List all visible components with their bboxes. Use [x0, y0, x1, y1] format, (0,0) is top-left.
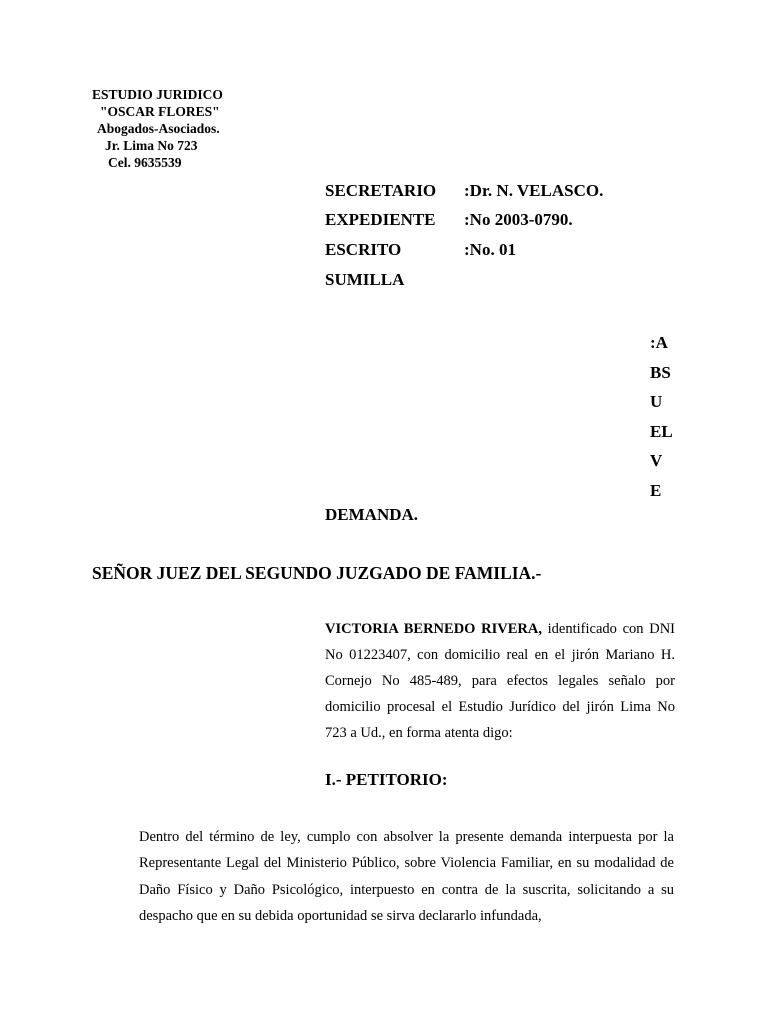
- firm-phone: Cel. 9635539: [108, 155, 182, 170]
- petitorio-paragraph: Dentro del término de ley, cumplo con absolver la presente demanda interpuesta por la Representante Legal del Ministerio Público, sobre Violencia Familiar, en su modalidad de Daño Físico y Daño Psicológico, interpuesto en contra de la suscrita, solicitando a su despacho que en su debida oportunidad se sirva declararlo infundada,: [139, 829, 674, 924]
- sumilla-fragment: V: [650, 451, 663, 471]
- sumilla-fragment: :A: [650, 333, 668, 352]
- meta-row-secretario: [325, 181, 725, 203]
- sumilla-fragment: BS: [650, 362, 671, 382]
- expediente-label: EXPEDIENTE: [325, 210, 436, 229]
- meta-row-escrito: [325, 240, 725, 262]
- intro-paragraph: [325, 616, 675, 746]
- intro-text: identificado con DNI No 01223407, con domicilio real en el jirón Mariano H. Cornejo No 485-489, para efectos legales señalo por domicilio procesal el Estudio Jurídico del jirón Lima No 723 a Ud., en forma atenta digo:: [325, 621, 675, 741]
- firm-address: Jr. Lima No 723: [105, 138, 198, 153]
- sumilla-end: DEMANDA.: [325, 505, 419, 524]
- sumilla-fragment: E: [650, 480, 662, 500]
- firm-brand: "OSCAR FLORES": [100, 104, 220, 119]
- addressee-heading: SEÑOR JUEZ DEL SEGUNDO JUZGADO DE FAMILIA.-: [92, 563, 542, 583]
- secretario-value: :Dr. N. VELASCO.: [464, 181, 604, 200]
- law-firm-header: [92, 86, 223, 171]
- sumilla-fragment: EL: [650, 421, 673, 441]
- sumilla-label: SUMILLA: [325, 270, 405, 289]
- firm-name: ESTUDIO JURIDICO: [92, 87, 223, 102]
- firm-subtitle: Abogados-Asociados.: [97, 121, 220, 136]
- sumilla-fragment: U: [650, 392, 663, 412]
- escrito-label: ESCRITO: [325, 240, 402, 259]
- escrito-value: :No. 01: [464, 240, 516, 259]
- sumilla-value-wrapped: [650, 328, 673, 506]
- plaintiff-name: VICTORIA BERNEDO RIVERA,: [325, 621, 542, 637]
- meta-row-expediente: [325, 210, 725, 232]
- meta-row-sumilla: [325, 270, 725, 292]
- expediente-value: :No 2003-0790.: [464, 210, 573, 229]
- section-title: I.- PETITORIO:: [325, 770, 448, 789]
- secretario-label: SECRETARIO: [325, 181, 437, 200]
